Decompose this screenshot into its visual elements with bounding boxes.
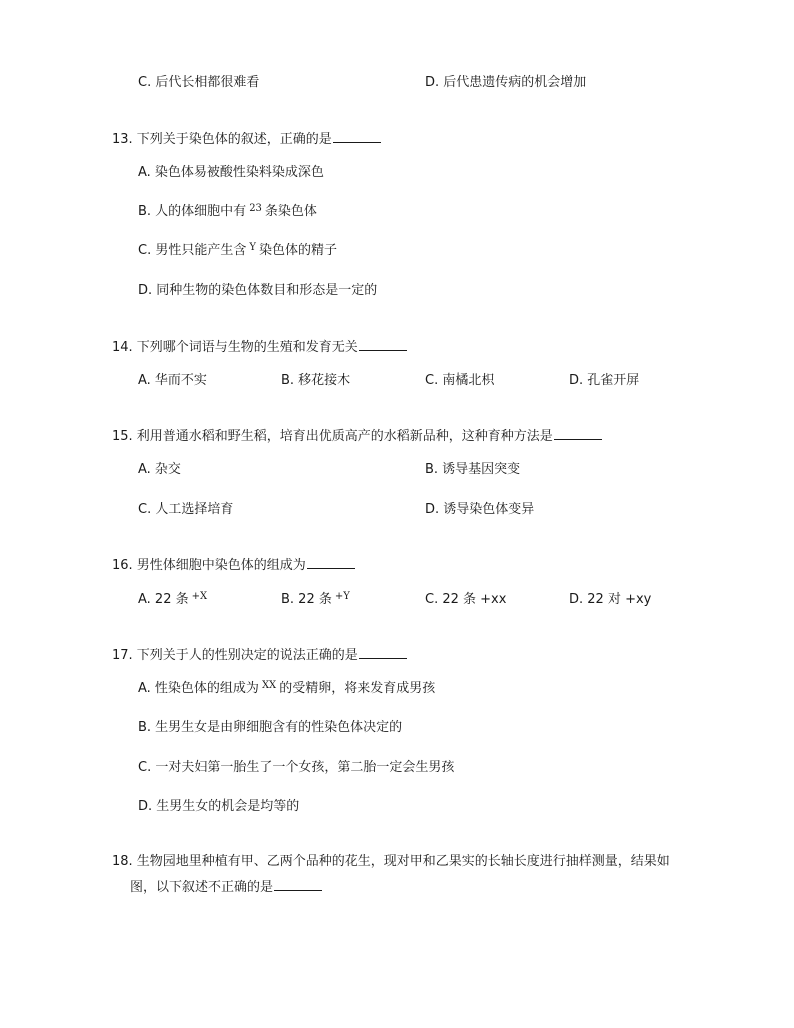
answer-blank <box>307 555 355 569</box>
q14-option-b <box>281 372 350 390</box>
q12-option-d <box>425 74 586 92</box>
q17-option-b <box>138 719 402 737</box>
q13-stem <box>112 129 381 149</box>
answer-blank <box>333 129 381 143</box>
q17-option-c-text: C. 一对夫妇第一胎生了一个女孩，第二胎一定会生男孩 <box>138 760 455 775</box>
q13-option-a-text: A. 染色体易被酸性染料染成深色 <box>138 165 324 180</box>
q15-stem <box>112 426 602 446</box>
q12-option-c-text: C. 后代长相都很难看 <box>138 75 260 90</box>
q17-option-a-pre: A. 性染色体的组成为 <box>138 681 259 696</box>
q16-option-b <box>281 591 353 610</box>
q14-option-c <box>425 372 494 390</box>
q13-option-c-symbol: Y <box>249 242 256 253</box>
q15-option-c-text: C. 人工选择培育 <box>138 502 234 517</box>
q16-stem-text: 16. 男性体细胞中染色体的组成为 <box>112 558 306 573</box>
q14-option-a <box>138 372 207 390</box>
q15-option-a <box>138 461 181 479</box>
q13-option-b <box>138 203 317 222</box>
q17-option-a-post: 的受精卵，将来发育成男孩 <box>279 681 436 696</box>
q17-option-a-symbol: XX <box>261 680 277 691</box>
answer-blank <box>359 645 407 659</box>
q14-stem-text: 14. 下列哪个词语与生物的生殖和发育无关 <box>112 340 358 355</box>
q15-option-d-text: D. 诱导染色体变异 <box>425 502 535 517</box>
q14-option-d <box>569 372 639 390</box>
q16-option-a <box>138 591 210 610</box>
q17-option-d <box>138 798 299 816</box>
q14-stem <box>112 337 407 357</box>
q13-option-d-text: D. 同种生物的染色体数目和形态是一定的 <box>138 283 378 298</box>
q15-option-a-text: A. 杂交 <box>138 462 181 477</box>
q18-stem-text-1: 18. 生物园地里种植有甲、乙两个品种的花生，现对甲和乙果实的长轴长度进行抽样测量，结果如 <box>112 854 670 869</box>
q16-option-a-pre: A. 22 条 <box>138 592 189 607</box>
q12-option-c <box>138 74 259 92</box>
q13-option-b-number: 23 <box>249 203 262 214</box>
q15-option-c <box>138 501 233 519</box>
q16-option-c-text: C. 22 条 +xx <box>425 592 507 607</box>
q16-option-c <box>425 591 506 609</box>
q16-option-b-symbol: +Y <box>334 591 350 602</box>
q14-option-b-text: B. 移花接木 <box>281 373 351 388</box>
q13-option-c-pre: C. 男性只能产生含 <box>138 243 247 258</box>
answer-blank <box>359 337 407 351</box>
q13-option-c-post: 染色体的精子 <box>258 243 337 258</box>
q16-option-d-text: D. 22 对 +xy <box>569 592 652 607</box>
q12-option-d-text: D. 后代患遗传病的机会增加 <box>425 75 587 90</box>
q14-option-a-text: A. 华而不实 <box>138 373 207 388</box>
q16-stem <box>112 555 355 575</box>
q15-option-b <box>425 461 520 479</box>
q15-stem-text: 15. 利用普通水稻和野生稻，培育出优质高产的水稻新品种，这种育种方法是 <box>112 429 553 444</box>
q14-option-d-text: D. 孔雀开屏 <box>569 373 640 388</box>
q13-option-c <box>138 242 337 261</box>
q17-stem-text: 17. 下列关于人的性别决定的说法正确的是 <box>112 648 358 663</box>
q17-option-a <box>138 680 435 699</box>
q15-option-d <box>425 501 534 519</box>
q15-option-b-text: B. 诱导基因突变 <box>425 462 521 477</box>
q16-option-b-pre: B. 22 条 <box>281 592 332 607</box>
q16-option-d <box>569 591 651 609</box>
q13-option-d <box>138 282 377 300</box>
q17-option-c <box>138 759 454 777</box>
q18-stem-line-2 <box>130 877 322 897</box>
q17-stem <box>112 645 407 665</box>
q17-option-d-text: D. 生男生女的机会是均等的 <box>138 799 300 814</box>
q18-stem-line-1 <box>112 853 670 871</box>
q14-option-c-text: C. 南橘北枳 <box>425 373 495 388</box>
q13-option-a <box>138 164 324 182</box>
answer-blank <box>274 877 322 891</box>
q18-stem-text-2: 图，以下叙述不正确的是 <box>130 880 274 895</box>
q16-option-a-symbol: +X <box>191 591 208 602</box>
q13-option-b-pre: B. 人的体细胞中有 <box>138 204 247 219</box>
q13-stem-text: 13. 下列关于染色体的叙述，正确的是 <box>112 132 332 147</box>
q13-option-b-post: 条染色体 <box>264 204 317 219</box>
q17-option-b-text: B. 生男生女是由卵细胞含有的性染色体决定的 <box>138 720 403 735</box>
answer-blank <box>554 426 602 440</box>
